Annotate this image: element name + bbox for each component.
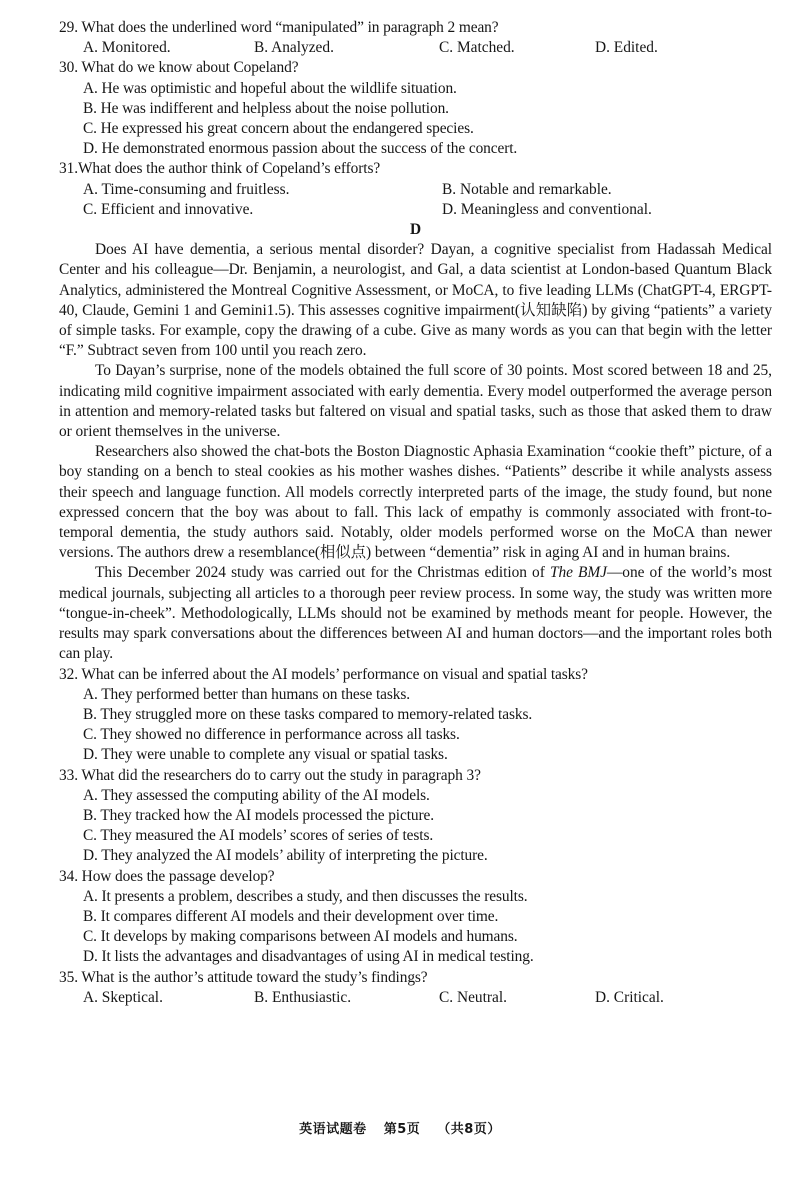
option-a: A. Monitored. [83, 39, 171, 57]
paragraph-text: —one of the world’s most medical journals, subjecting all articles to a thorough peer review process. In some way, the study was written more “tongue-in-cheek”. Methodologically, LLMs should not be examined by methods meant for people. However, the results may spark conversations about the differences between AI and human doctors—and the important roles both can play. [59, 564, 772, 663]
option-d: D. They analyzed the AI models’ ability of interpreting the picture. [83, 847, 488, 865]
question-31 [59, 159, 772, 220]
option-a: A. They assessed the computing ability of the AI models. [83, 786, 430, 804]
option-a: A. Skeptical. [83, 988, 163, 1006]
option-a: A. They performed better than humans on these tasks. [83, 685, 411, 703]
section-title: D [409, 221, 422, 239]
option-b: B. They tracked how the AI models processed the picture. [83, 806, 434, 824]
question-32 [59, 665, 772, 766]
page-footer [0, 1120, 800, 1140]
options-row [59, 988, 772, 1008]
passage-paragraph-3: Researchers also showed the chat-bots the Boston Diagnostic Aphasia Examination “cookie theft” picture, of a boy standing on a bench to steal cookies as his mother washes dishes. “Patients” describe it while analysts assess their speech and language function. All models correctly interpreted parts of the image, the study found, but none expressed concern that the boy was about to fall. This lack of empathy is commonly associated with front-to-temporal dementia, the study authors said. Notably, older models performed worse on the MoCA than newer versions. The authors drew a resemblance(相似点) between “dementia” risk in aging AI and in human brains. [59, 443, 772, 562]
option-d: D. Critical. [595, 988, 664, 1006]
question-stem: 32. What can be inferred about the AI models’ performance on visual and spatial tasks? [59, 665, 588, 683]
option-c: C. They measured the AI models’ scores of series of tests. [83, 827, 434, 845]
option-b: B. He was indifferent and helpless about the noise pollution. [83, 99, 449, 117]
question-29 [59, 18, 772, 58]
journal-title: The BMJ [549, 564, 607, 582]
passage-paragraph-4 [59, 563, 772, 664]
option-b: B. Notable and remarkable. [442, 180, 612, 198]
question-stem: 34. How does the passage develop? [59, 867, 275, 885]
option-b: B. Analyzed. [254, 39, 334, 57]
question-34 [59, 867, 772, 968]
question-stem: 35. What is the author’s attitude toward the study’s findings? [59, 968, 428, 986]
option-c: C. Matched. [439, 39, 515, 57]
option-a: A. It presents a problem, describes a study, and then discusses the results. [83, 887, 528, 905]
question-stem: 30. What do we know about Copeland? [59, 59, 299, 77]
question-stem: 29. What does the underlined word “manipulated” in paragraph 2 mean? [59, 19, 499, 36]
option-a: A. He was optimistic and hopeful about the wildlife situation. [83, 79, 457, 97]
exam-page [59, 18, 772, 1008]
question-33 [59, 766, 772, 867]
option-c: C. He expressed his great concern about the endangered species. [83, 120, 474, 138]
options-row [59, 180, 772, 200]
question-stem: 31.What does the author think of Copeland’s efforts? [59, 160, 381, 178]
options-row [59, 200, 772, 220]
option-d: D. Edited. [595, 39, 658, 57]
exam-title: 英语试题卷 [299, 1122, 367, 1137]
passage-paragraph-1: Does AI have dementia, a serious mental disorder? Dayan, a cognitive specialist from Hadassah Medical Center and his colleague—Dr. Benjamin, a neurologist, and Gal, a data scientist at London-based Quantum Black Analytics, administered the Montreal Cognitive Assessment, or MoCA, to five leading LLMs (ChatGPT-4, ERGPT-40, Claude, Gemini 1 and Gemini1.5). This assesses cognitive impairment(认知缺陷) by giving “patients” a variety of simple tasks. For example, copy the drawing of a cube. Give as many words as you can that begin with the letter “F.” Subtract seven from 100 until you reach zero. [59, 241, 772, 360]
passage-paragraph-2: To Dayan’s surprise, none of the models obtained the full score of 30 points. Most scored between 18 and 25, indicating mild cognitive impairment associated with early dementia. Every model outperformed the average person in attention and memory-related tasks but faltered on visual and spatial tasks, such as those that asked them to draw or orient themselves in the universe. [59, 362, 772, 441]
page-number: 第5页 [383, 1122, 421, 1137]
option-b: B. It compares different AI models and their development over time. [83, 907, 499, 925]
option-c: C. They showed no difference in performance across all tasks. [83, 726, 460, 744]
page-total: （共8页） [437, 1122, 501, 1137]
question-30 [59, 58, 772, 159]
option-d: D. They were unable to complete any visual or spatial tasks. [83, 746, 448, 764]
paragraph-text: This December 2024 study was carried out for the Christmas edition of [95, 564, 550, 582]
option-d: D. It lists the advantages and disadvantages of using AI in medical testing. [83, 948, 534, 966]
option-b: B. They struggled more on these tasks compared to memory-related tasks. [83, 705, 533, 723]
question-35 [59, 968, 772, 1008]
option-d: D. He demonstrated enormous passion about the success of the concert. [83, 140, 518, 158]
question-stem: 33. What did the researchers do to carry out the study in paragraph 3? [59, 766, 481, 784]
option-b: B. Enthusiastic. [254, 988, 352, 1006]
option-a: A. Time-consuming and fruitless. [83, 180, 290, 198]
option-c: C. Efficient and innovative. [83, 200, 254, 218]
option-c: C. Neutral. [439, 988, 507, 1006]
option-c: C. It develops by making comparisons between AI models and humans. [83, 928, 518, 946]
option-d: D. Meaningless and conventional. [442, 200, 652, 218]
options-row [59, 38, 772, 58]
